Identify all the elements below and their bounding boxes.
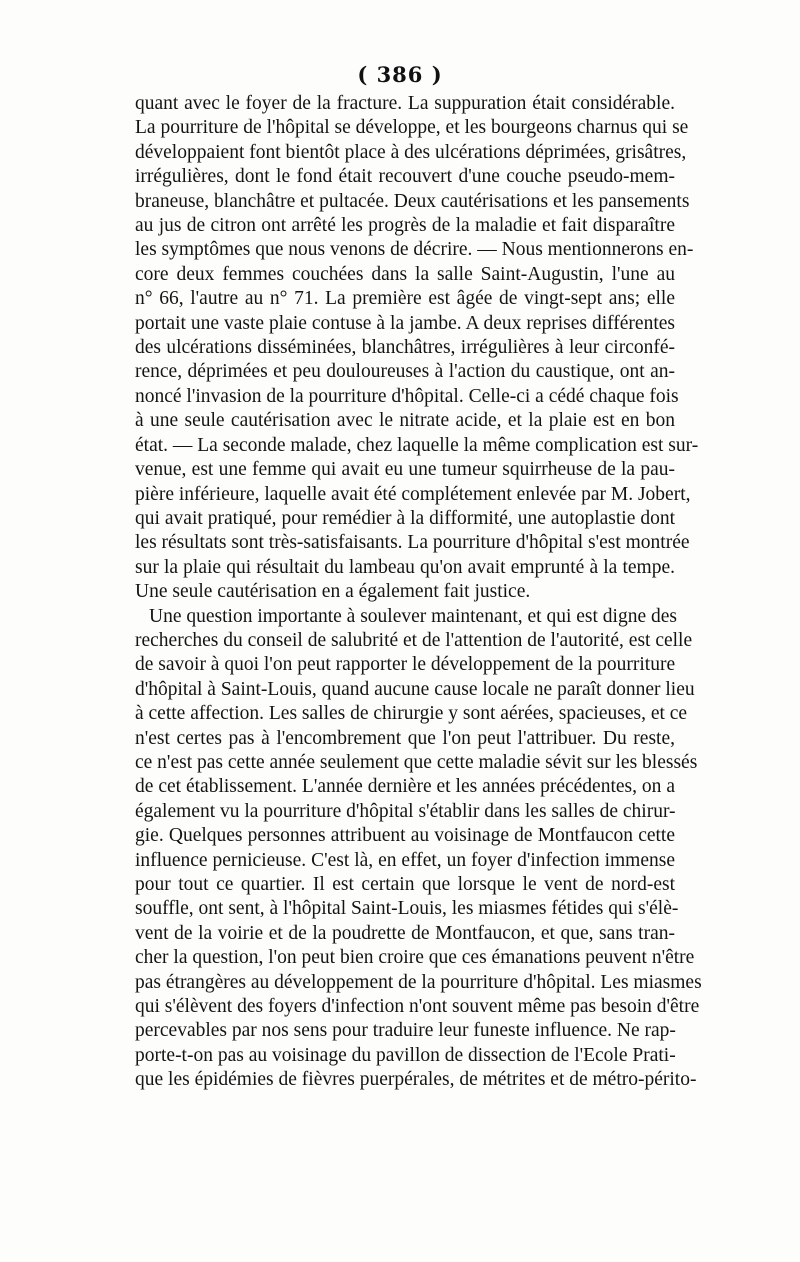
paragraph-1 xyxy=(135,92,699,605)
text-line: braneuse, blanchâtre et pultacée. Deux cautérisations et les pansements xyxy=(135,190,690,212)
body-text xyxy=(135,92,702,1093)
text-line: core deux femmes couchées dans la salle Saint-Augustin, l'une au xyxy=(135,263,675,285)
text-line: n° 66, l'autre au n° 71. La première est âgée de vingt-sept ans; elle xyxy=(135,288,675,310)
text-line: à cette affection. Les salles de chirurgie y sont aérées, spacieuses, et ce xyxy=(135,703,688,725)
text-line: de savoir à quoi l'on peut rapporter le développement de la pourriture xyxy=(135,654,676,676)
text-line: pour tout ce quartier. Il est certain que lorsque le vent de nord-est xyxy=(135,874,675,895)
text-line: à une seule cautérisation avec le nitrate acide, et la plaie est en bon xyxy=(135,410,675,432)
text-line: pas étrangères au développement de la pourriture d'hôpital. Les miasmes xyxy=(135,971,702,993)
paragraph-2 xyxy=(135,605,702,1093)
text-line: souffle, ont sent, à l'hôpital Saint-Louis, les miasmes fétides qui s'élè- xyxy=(135,898,679,920)
text-line: percevables par nos sens pour traduire leur funeste influence. Ne rap- xyxy=(135,1020,676,1042)
text-line: ce n'est pas cette année seulement que cette maladie sévit sur les blessés xyxy=(135,751,698,773)
text-line: développaient font bientôt place à des ulcérations déprimées, grisâtres, xyxy=(135,141,687,163)
text-line: état. — La seconde malade, chez laquelle la même complication est sur- xyxy=(135,434,699,456)
text-line: Une question importante à soulever maintenant, et qui est digne des xyxy=(149,605,677,627)
text-line: pière inférieure, laquelle avait été complétement enlevée par M. Jobert, xyxy=(135,483,691,505)
text-line: des ulcérations disséminées, blanchâtres, irrégulières à leur circonfé- xyxy=(135,337,675,359)
text-line: cher la question, l'on peut bien croire que ces émanations peuvent n'être xyxy=(135,947,695,969)
text-line: qui avait pratiqué, pour remédier à la difformité, une autoplastie dont xyxy=(135,507,675,529)
text-line: que les épidémies de fièvres puerpérales, de métrites et de métro-périto- xyxy=(135,1069,697,1091)
text-line: noncé l'invasion de la pourriture d'hôpital. Celle-ci a cédé chaque fois xyxy=(135,385,679,407)
text-line: influence pernicieuse. C'est là, en effet, un foyer d'infection immense xyxy=(135,849,675,871)
text-line: porte-t-on pas au voisinage du pavillon de dissection de l'Ecole Prati- xyxy=(135,1044,676,1066)
text-line: n'est certes pas à l'encombrement que l'on peut l'attribuer. Du reste, xyxy=(135,727,675,749)
text-line: La pourriture de l'hôpital se développe, et les bourgeons charnus qui se xyxy=(135,117,689,139)
text-line: également vu la pourriture d'hôpital s'établir dans les salles de chirur- xyxy=(135,800,676,822)
text-line: rence, déprimées et peu douloureuses à l'action du caustique, ont an- xyxy=(135,361,675,383)
text-line: les symptômes que nous venons de décrire. — Nous mentionnerons en- xyxy=(135,239,694,261)
text-line: irrégulières, dont le fond était recouvert d'une couche pseudo-mem- xyxy=(135,166,675,188)
text-line: de cet établissement. L'année dernière et les années précédentes, on a xyxy=(135,776,675,798)
text-line: venue, est une femme qui avait eu une tumeur squirrheuse de la pau- xyxy=(135,459,675,481)
text-line: Une seule cautérisation en a également fait justice. xyxy=(135,581,531,603)
text-line: d'hôpital à Saint-Louis, quand aucune cause locale ne paraît donner lieu xyxy=(135,678,695,700)
text-line: vent de la voirie et de la poudrette de Montfaucon, et que, sans tran- xyxy=(135,922,675,944)
text-line: portait une vaste plaie contuse à la jambe. A deux reprises différentes xyxy=(135,312,675,334)
page-number: ( 386 ) xyxy=(357,62,443,87)
text-line: gie. Quelques personnes attribuent au voisinage de Montfaucon cette xyxy=(135,825,675,847)
text-line: recherches du conseil de salubrité et de l'attention de l'autorité, est celle xyxy=(135,629,693,651)
text-line: au jus de citron ont arrêté les progrès de la maladie et fait disparaître xyxy=(135,215,675,237)
text-line: sur la plaie qui résultait du lambeau qu'on avait emprunté à la tempe. xyxy=(135,556,675,578)
text-line: quant avec le foyer de la fracture. La suppuration était considérable. xyxy=(135,93,675,114)
text-line: qui s'élèvent des foyers d'infection n'ont souvent même pas besoin d'être xyxy=(135,996,700,1018)
text-line: les résultats sont très-satisfaisants. La pourriture d'hôpital s'est montrée xyxy=(135,532,690,554)
